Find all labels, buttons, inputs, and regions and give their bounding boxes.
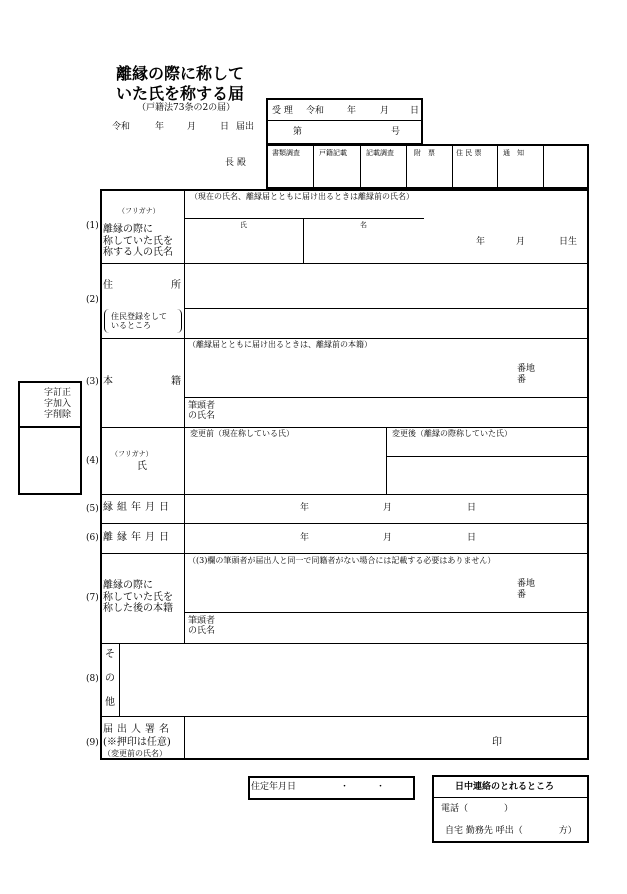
filing-date-era: 令和 <box>112 122 131 132</box>
reception-month: 月 <box>380 106 390 116</box>
r7-label: 離縁の際に 称していた氏を 称した後の本籍 <box>103 580 173 614</box>
filing-label: 届出 <box>236 122 255 132</box>
r8-other-field[interactable] <box>120 644 588 715</box>
office-col-resident-record: 住 民 票 <box>456 149 482 157</box>
row-number-7: (7) <box>86 593 99 603</box>
r3-domicile-field[interactable] <box>185 352 505 396</box>
row-number-5: (5) <box>86 504 99 514</box>
r8-label-2: の <box>105 673 115 684</box>
row-number-8: (8) <box>86 674 99 684</box>
r5-day: 日 <box>467 503 477 513</box>
row-number-9: (9) <box>86 738 99 748</box>
r2-sub-label: 住民登録をして いるところ <box>111 312 167 331</box>
r3-label-b: 籍 <box>171 376 181 387</box>
reception-label: 受 理 <box>272 106 293 116</box>
r7-banchi: 番地 <box>517 579 536 589</box>
contact-title: 日中連絡のとれるところ <box>455 782 555 792</box>
r3-head-label: 筆頭者 の氏名 <box>188 401 216 422</box>
r8-label-1: そ <box>105 649 115 660</box>
r3-label-a: 本 <box>103 376 113 387</box>
r4-after-label: 変更後（離縁の際称していた氏） <box>392 429 512 438</box>
r1-birth-day: 日生 <box>559 237 578 247</box>
correction-label-1: 字訂正 <box>44 388 72 398</box>
reception-dai: 第 <box>293 127 303 137</box>
r7-head-label: 筆頭者 の氏名 <box>188 616 216 637</box>
reception-day: 日 <box>410 106 420 116</box>
row-number-4: (4) <box>86 456 99 466</box>
r8-label-3: 他 <box>105 697 115 708</box>
r7-note: （(3)欄の筆頭者が届出人と同一で同籍者がない場合には記載する必要はありません） <box>188 556 496 565</box>
r3-note: （離縁届とともに届け出るときは、離縁前の本籍） <box>188 340 372 349</box>
residence-date-label: 住定年月日 <box>251 782 297 792</box>
row-number-2: (2) <box>86 295 99 305</box>
filing-date-day: 日 <box>220 122 230 132</box>
r1-furigana-label: （フリガナ） <box>118 207 160 215</box>
law-reference: （戸籍法73条の2の届） <box>137 103 236 113</box>
r5-year: 年 <box>300 503 310 513</box>
correction-label-3: 字削除 <box>44 410 72 420</box>
r3-banchi: 番地 <box>517 364 536 374</box>
r6-month: 月 <box>383 533 393 543</box>
reception-year: 年 <box>347 106 357 116</box>
reception-era: 令和 <box>306 106 325 116</box>
r9-seal-mark: 印 <box>492 737 502 748</box>
r5-month: 月 <box>383 503 393 513</box>
r6-year: 年 <box>300 533 310 543</box>
row-number-3: (3) <box>86 377 99 387</box>
r7-domicile-field[interactable] <box>185 568 505 611</box>
r2-label-a: 住 <box>103 280 113 291</box>
r1-birth-month: 月 <box>516 237 526 247</box>
r2-label-b: 所 <box>171 280 181 291</box>
r2-address-field[interactable] <box>185 264 588 307</box>
contact-location: 自宅 勤務先 呼出（ 方） <box>445 826 577 836</box>
r1-surname-label: 氏 <box>240 221 247 229</box>
office-col-document-check: 書類調査 <box>272 149 300 157</box>
row-number-1: (1) <box>86 221 99 231</box>
filing-date-year: 年 <box>155 122 165 132</box>
r6-day: 日 <box>467 533 477 543</box>
r1-note: （現在の氏名、離縁届とともに届け出るときは離縁前の氏名） <box>190 192 414 201</box>
r6-label: 離縁年月日 <box>103 532 173 543</box>
correction-label-2: 字加入 <box>44 399 72 409</box>
r1-surname-field[interactable] <box>185 232 302 262</box>
r4-label: 氏 <box>137 461 147 472</box>
r5-label: 縁組年月日 <box>103 502 173 513</box>
r7-ban: 番 <box>517 590 527 600</box>
office-col-entry-check: 記載調査 <box>366 149 394 157</box>
r9-signature-field[interactable] <box>185 717 485 759</box>
r9-label-1: 届出人署名 <box>103 724 173 735</box>
form-title-line1: 離縁の際に称して <box>116 64 245 83</box>
r1-given-name-field[interactable] <box>304 232 454 262</box>
r4-before-field[interactable] <box>185 442 385 493</box>
reception-go: 号 <box>391 127 401 137</box>
contact-phone: 電話（ ） <box>441 804 514 814</box>
filing-date-month: 月 <box>187 122 197 132</box>
r9-label-3: （変更前の氏名） <box>103 749 167 758</box>
form-title-line2: いた氏を称する届 <box>116 84 245 103</box>
office-col-notice: 通 知 <box>503 149 524 157</box>
r9-label-2: (※押印は任意) <box>103 737 171 748</box>
office-col-registry-entry: 戸籍記載 <box>319 149 347 157</box>
r4-before-label: 変更前（現在称している氏） <box>190 429 294 438</box>
row-number-6: (6) <box>86 533 99 543</box>
office-col-attached-slip: 附 票 <box>414 149 435 157</box>
addressee-label: 長 殿 <box>225 158 246 168</box>
r4-after-field[interactable] <box>387 457 588 493</box>
r1-label: 離縁の際に 称していた氏を 称する人の氏名 <box>103 224 173 258</box>
r3-ban: 番 <box>517 375 527 385</box>
r4-furigana-label: （フリガナ） <box>111 450 153 458</box>
r1-birth-year: 年 <box>476 237 486 247</box>
r1-given-name-label: 名 <box>360 221 367 229</box>
residence-date-dots: ・ ・ <box>340 782 386 792</box>
